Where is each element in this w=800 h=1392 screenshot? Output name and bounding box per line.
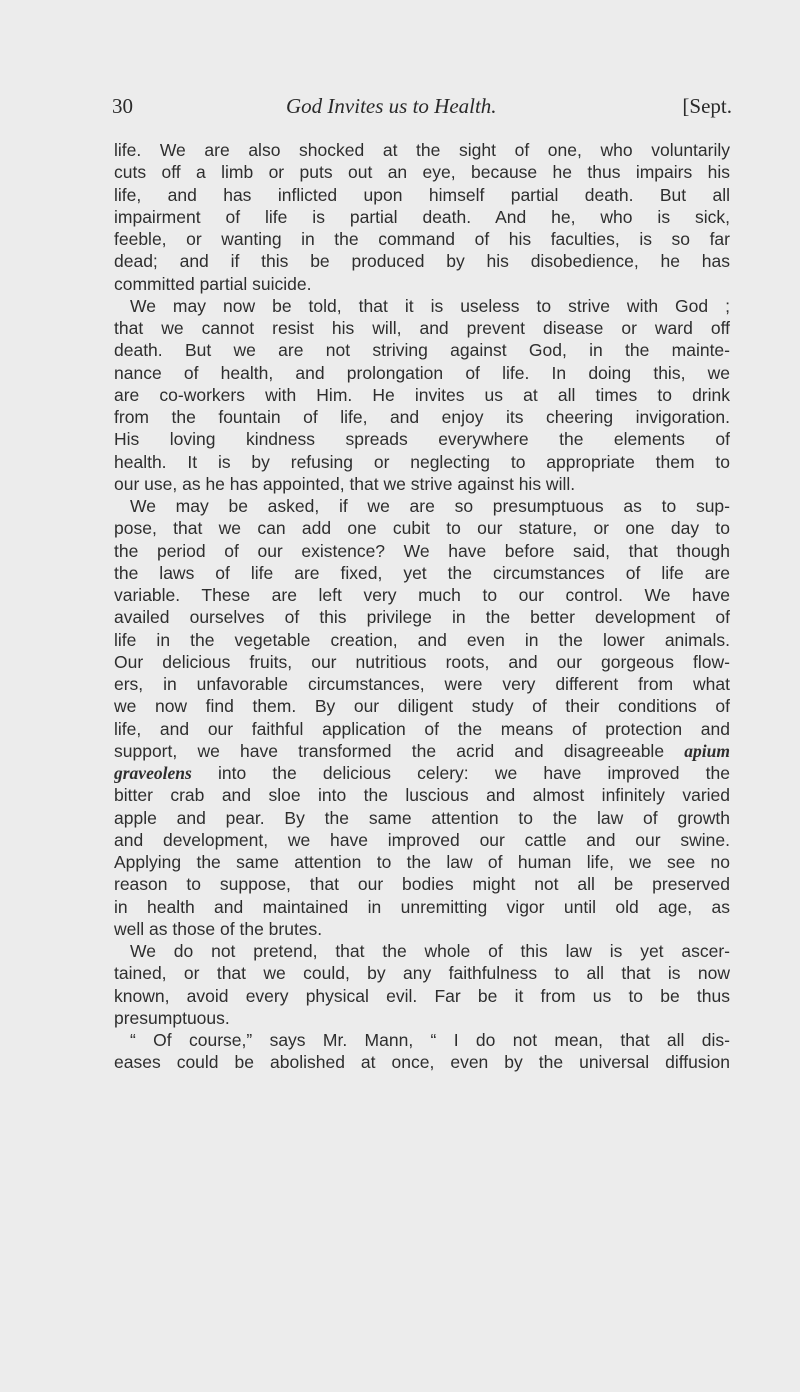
- text-line: [114, 206, 730, 228]
- line-text: impairment of life is partial death. And he, who is sick,: [114, 206, 730, 227]
- text-line: [114, 896, 730, 918]
- line-text: life, and has inflicted upon himself partial death. But all: [114, 184, 730, 205]
- text-line: [114, 807, 730, 829]
- text-line: [114, 606, 730, 628]
- text-line: [114, 584, 730, 606]
- running-title: God Invites us to Health.: [286, 94, 497, 118]
- text-line: [114, 762, 730, 784]
- text-line: [114, 451, 730, 473]
- page-header: [112, 94, 732, 124]
- line-text: and development, we have improved our cattle and our swine.: [114, 829, 730, 850]
- line-text: we now find them. By our diligent study of their conditions of: [114, 696, 730, 717]
- text-line: [114, 1029, 730, 1051]
- text-line: [114, 718, 730, 740]
- line-text: ers, in unfavorable circumstances, were very different from what: [114, 674, 730, 694]
- line-text: “ Of course,” says Mr. Mann, “ I do not mean, that all dis-: [130, 1030, 730, 1050]
- text-line: [114, 629, 730, 651]
- text-line: [114, 673, 730, 695]
- body-text: [114, 139, 730, 1074]
- text-line: [114, 784, 730, 806]
- line-text: tained, or that we could, by any faithfulness to all that is now: [114, 963, 730, 984]
- text-line: [114, 384, 730, 406]
- text-line: [114, 873, 730, 895]
- text-line: [114, 362, 730, 384]
- text-line: [114, 562, 730, 584]
- line-text: We may be asked, if we are so presumptuous as to sup-: [130, 496, 730, 516]
- line-text: availed ourselves of this privilege in the better development of: [114, 607, 730, 628]
- line-text: the period of our existence? We have before said, that though: [114, 540, 730, 561]
- line-tail: into the delicious celery: we have improved the: [191, 763, 730, 783]
- text-line: [114, 495, 730, 517]
- line-text: death. But we are not striving against God, in the mainte-: [114, 340, 730, 361]
- line-text: We do not pretend, that the whole of this law is yet ascer-: [130, 941, 730, 961]
- line-text: Our delicious fruits, our nutritious roots, and our gorgeous flow-: [114, 651, 730, 672]
- line-text: bitter crab and sloe into the luscious and almost infinitely varied: [114, 785, 730, 806]
- text-line: [114, 829, 730, 851]
- line-text: Applying the same attention to the law of human life, we see no: [114, 852, 730, 872]
- line-text: reason to suppose, that our bodies might not all be preserved: [114, 874, 730, 895]
- text-line: [114, 962, 730, 984]
- line-text: that we cannot resist his will, and prevent disease or ward off: [114, 318, 730, 338]
- line-text: eases could be abolished at once, even by the universal diffusion: [114, 1052, 730, 1073]
- text-line: [114, 295, 730, 317]
- line-text: in health and maintained in unremitting vigor until old age, as: [114, 896, 730, 917]
- text-line: [114, 985, 730, 1007]
- page-number: 30: [112, 94, 133, 118]
- text-line: [114, 473, 730, 495]
- text-line: [114, 406, 730, 428]
- text-line: [114, 184, 730, 206]
- line-text: health. It is by refusing or neglecting to appropriate them to: [114, 451, 730, 472]
- text-line: [114, 139, 730, 161]
- line-text: life. We are also shocked at the sight of one, who voluntarily: [114, 140, 730, 160]
- header-month: [Sept.: [682, 94, 732, 118]
- line-text: cuts off a limb or puts out an eye, because he thus impairs his: [114, 162, 730, 183]
- text-line: [114, 540, 730, 562]
- line-text: presumptuous.: [114, 1007, 230, 1028]
- text-line: [114, 918, 730, 940]
- line-text: known, avoid every physical evil. Far be it from us to be thus: [114, 985, 730, 1006]
- text-line: [114, 161, 730, 183]
- line-text: our use, as he has appointed, that we strive against his will.: [114, 473, 576, 494]
- text-line: [114, 273, 730, 295]
- text-line: [114, 651, 730, 673]
- text-line: [114, 517, 730, 539]
- text-line: [114, 740, 730, 762]
- text-line: [114, 228, 730, 250]
- text-line: [114, 428, 730, 450]
- text-line: [114, 695, 730, 717]
- text-line: [114, 851, 730, 873]
- text-line: [114, 1007, 730, 1029]
- line-text: from the fountain of life, and enjoy its cheering invigoration.: [114, 407, 730, 427]
- line-text: life in the vegetable creation, and even in the lower animals.: [114, 629, 730, 650]
- line-text: the laws of life are fixed, yet the circumstances of life are: [114, 562, 730, 583]
- line-text: life, and our faithful application of the means of protection and: [114, 718, 730, 739]
- line-text: We may now be told, that it is useless to strive with God ;: [130, 295, 730, 316]
- line-text: committed partial suicide.: [114, 273, 312, 294]
- line-text: nance of health, and prolongation of life. In doing this, we: [114, 362, 730, 383]
- text-line: [114, 1051, 730, 1073]
- text-line: [114, 317, 730, 339]
- line-text: feeble, or wanting in the command of his faculties, is so far: [114, 229, 730, 249]
- italic-term: apium: [684, 740, 730, 761]
- line-text: well as those of the brutes.: [114, 918, 323, 939]
- line-text: apple and pear. By the same attention to the law of growth: [114, 807, 730, 828]
- italic-term: graveolens: [114, 763, 192, 783]
- line-text: support, we have transformed the acrid and disagreeable: [114, 740, 665, 761]
- text-line: [114, 339, 730, 361]
- line-text: dead; and if this be produced by his disobedience, he has: [114, 251, 730, 272]
- line-text: are co-workers with Him. He invites us at all times to drink: [114, 384, 730, 405]
- line-text: pose, that we can add one cubit to our stature, or one day to: [114, 518, 730, 539]
- text-line: [114, 250, 730, 272]
- line-text: His loving kindness spreads everywhere the elements of: [114, 429, 730, 450]
- line-text: variable. These are left very much to our control. We have: [114, 585, 730, 605]
- text-line: [114, 940, 730, 962]
